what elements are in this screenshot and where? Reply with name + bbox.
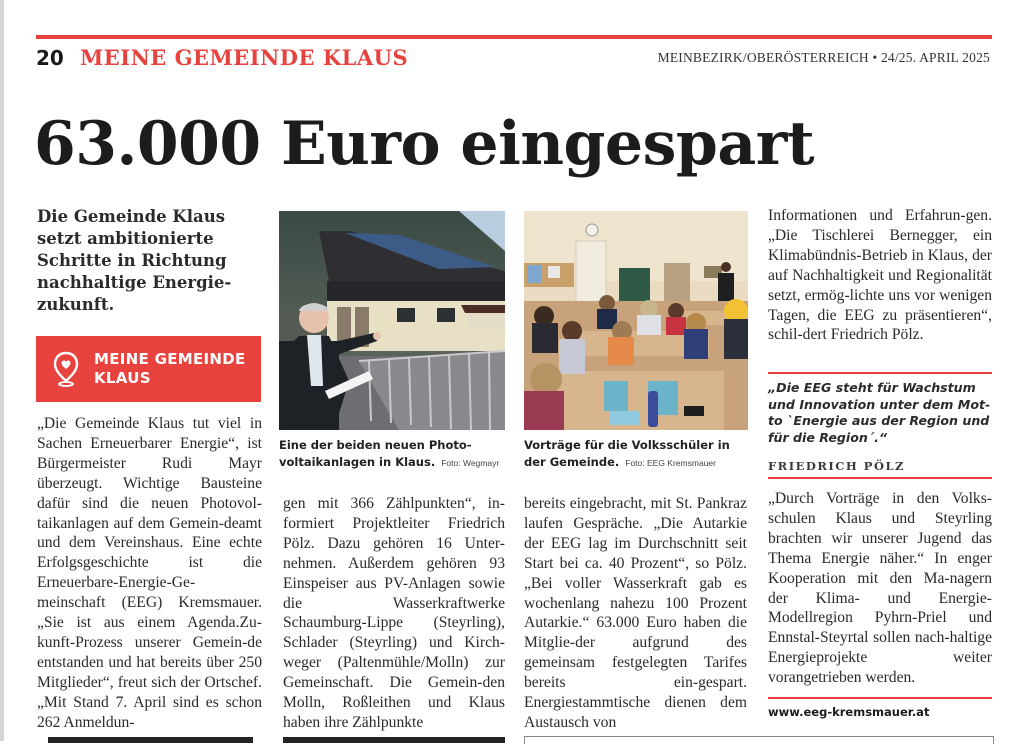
caption-text: Vorträge für die Volksschüler in der Gemeinde.: [524, 438, 730, 469]
photo-caption-1: [279, 437, 509, 472]
column-text: bereits eingebracht, mit St. Pankraz laufen Gespräche. „Die Autarkie der EEG lag im Durchschnitt seit Start bei ca. 40 Prozent“, so Pölz. „Bei voller Wasserkraft gab es wochenlang nahezu 100 Prozent Autarkie.“ 63.000 Euro haben die Mitglie-der aufgrund des gemeinsam festgelegten Tarifes bereits ein-gespart. Energiestammtische dienen dem Austausch von: [524, 495, 747, 731]
next-article-box: [48, 737, 253, 743]
quote-rule-top: [768, 372, 992, 374]
map-pin-heart-icon: [52, 351, 80, 387]
next-article-box: [283, 737, 505, 743]
article-column-5: [768, 489, 992, 688]
lead-paragraph: Die Gemeinde Klaus setzt ambitionierte Schritte in Richtung nachhaltige Energie-zukunft.: [37, 207, 232, 314]
section-title: MEINE GEMEINDE KLAUS: [80, 45, 409, 70]
headline: 63.000 Euro eingespart: [34, 109, 815, 179]
url-rule: [768, 697, 992, 699]
column-text: Informationen und Erfahrun-gen. „Die Tischlerei Bernegger, ein Klimabündnis-Betrieb in Klaus, der auf Nachhaltigkeit und Regionalität setzt, ermög-lichte uns vor wenigen Tagen, die EEG zu präsentieren“, schil-dert Friedrich Pölz.: [768, 207, 992, 344]
badge-label-line1: MEINE GEMEINDE: [94, 350, 246, 368]
article-column-1: [37, 414, 262, 733]
page-edge: [0, 0, 4, 741]
caption-text: Eine der beiden neuen Photo-voltaikanlagen in Klaus.: [279, 438, 472, 469]
photo-credit: Foto: EEG Kremsmauer: [625, 458, 716, 468]
column-text: „Die Gemeinde Klaus tut viel in Sachen Erneuerbarer Energie“, ist Bürgermeister Rudi Mayr überzeugt. Wichtige Bausteine dafür sind die neuen Photovol-taikanlagen auf dem Gemein-deamt und dem Vereinshaus. Eine echte Erfolgsgeschichte ist die Erneuerbare-Energie-Ge-meinschaft (EEG) Kremsmauer. „Sie ist aus einem Agenda.Zu-kunft-Prozess unserer Gemein-de entstanden und hat bereits über 250 Mitglieder“, freut sich der Ortschef. „Mit Stand 7. April sind es schon 262 Anmeldun-: [37, 415, 262, 731]
article-column-4: [768, 206, 992, 345]
dateline: MEINBEZIRK/OBERÖSTERREICH • 24/25. APRIL 2025: [657, 50, 990, 65]
photo-classroom-image: [524, 211, 748, 430]
badge-label-line2: KLAUS: [94, 369, 151, 387]
photo-caption-2: [524, 437, 750, 472]
photo-credit: Foto: Wegmayr: [441, 458, 500, 468]
badge-label: [94, 350, 246, 388]
section-badge: [36, 336, 261, 402]
column-text: gen mit 366 Zählpunkten“, in-formiert Projektleiter Friedrich Pölz. Dazu gehören 16 Unter-nehmen. Außerdem gehören 93 Einspeiser aus PV-Anlagen sowie die Wasserkraftwerke Schaumburg-Lippe (Steyrling), Schlader (Steyrling) und Kirch-weger (Paltenmühle/Molln) zur Gemeinschaft. Die Gemein-den Molln, Roßleithen und Klaus haben ihre Zählpunkte: [283, 495, 505, 731]
website-link[interactable]: www.eeg-kremsmauer.at: [768, 705, 930, 719]
article-column-3: [524, 494, 747, 733]
pull-quote-author: FRIEDRICH PÖLZ: [768, 459, 905, 473]
quote-rule-bottom: [768, 477, 992, 479]
photo-pv-building: [279, 211, 505, 430]
photo-pv-building-image: [279, 211, 505, 430]
page-number: 20: [36, 46, 64, 70]
article-column-2: [283, 494, 505, 733]
column-text: „Durch Vorträge in den Volks-schulen Klaus und Steyrling brachten wir unserer Jugend das Thema Energie näher.“ In enger Kooperation mit den Ma-nagern der Klima- und Energie-Modellregion Pyhrn-Priel und Ennstal-Steyrtal sollen nach-haltige Energieprojekte weiter vorangetrieben werden.: [768, 490, 992, 687]
pull-quote: „Die EEG steht für Wachstum und Innovation unter dem Mot-to `Energie aus der Region und für die Region´.“: [768, 380, 991, 445]
next-article-box: [524, 736, 994, 744]
header-rule: [36, 35, 992, 39]
photo-classroom: [524, 211, 748, 430]
